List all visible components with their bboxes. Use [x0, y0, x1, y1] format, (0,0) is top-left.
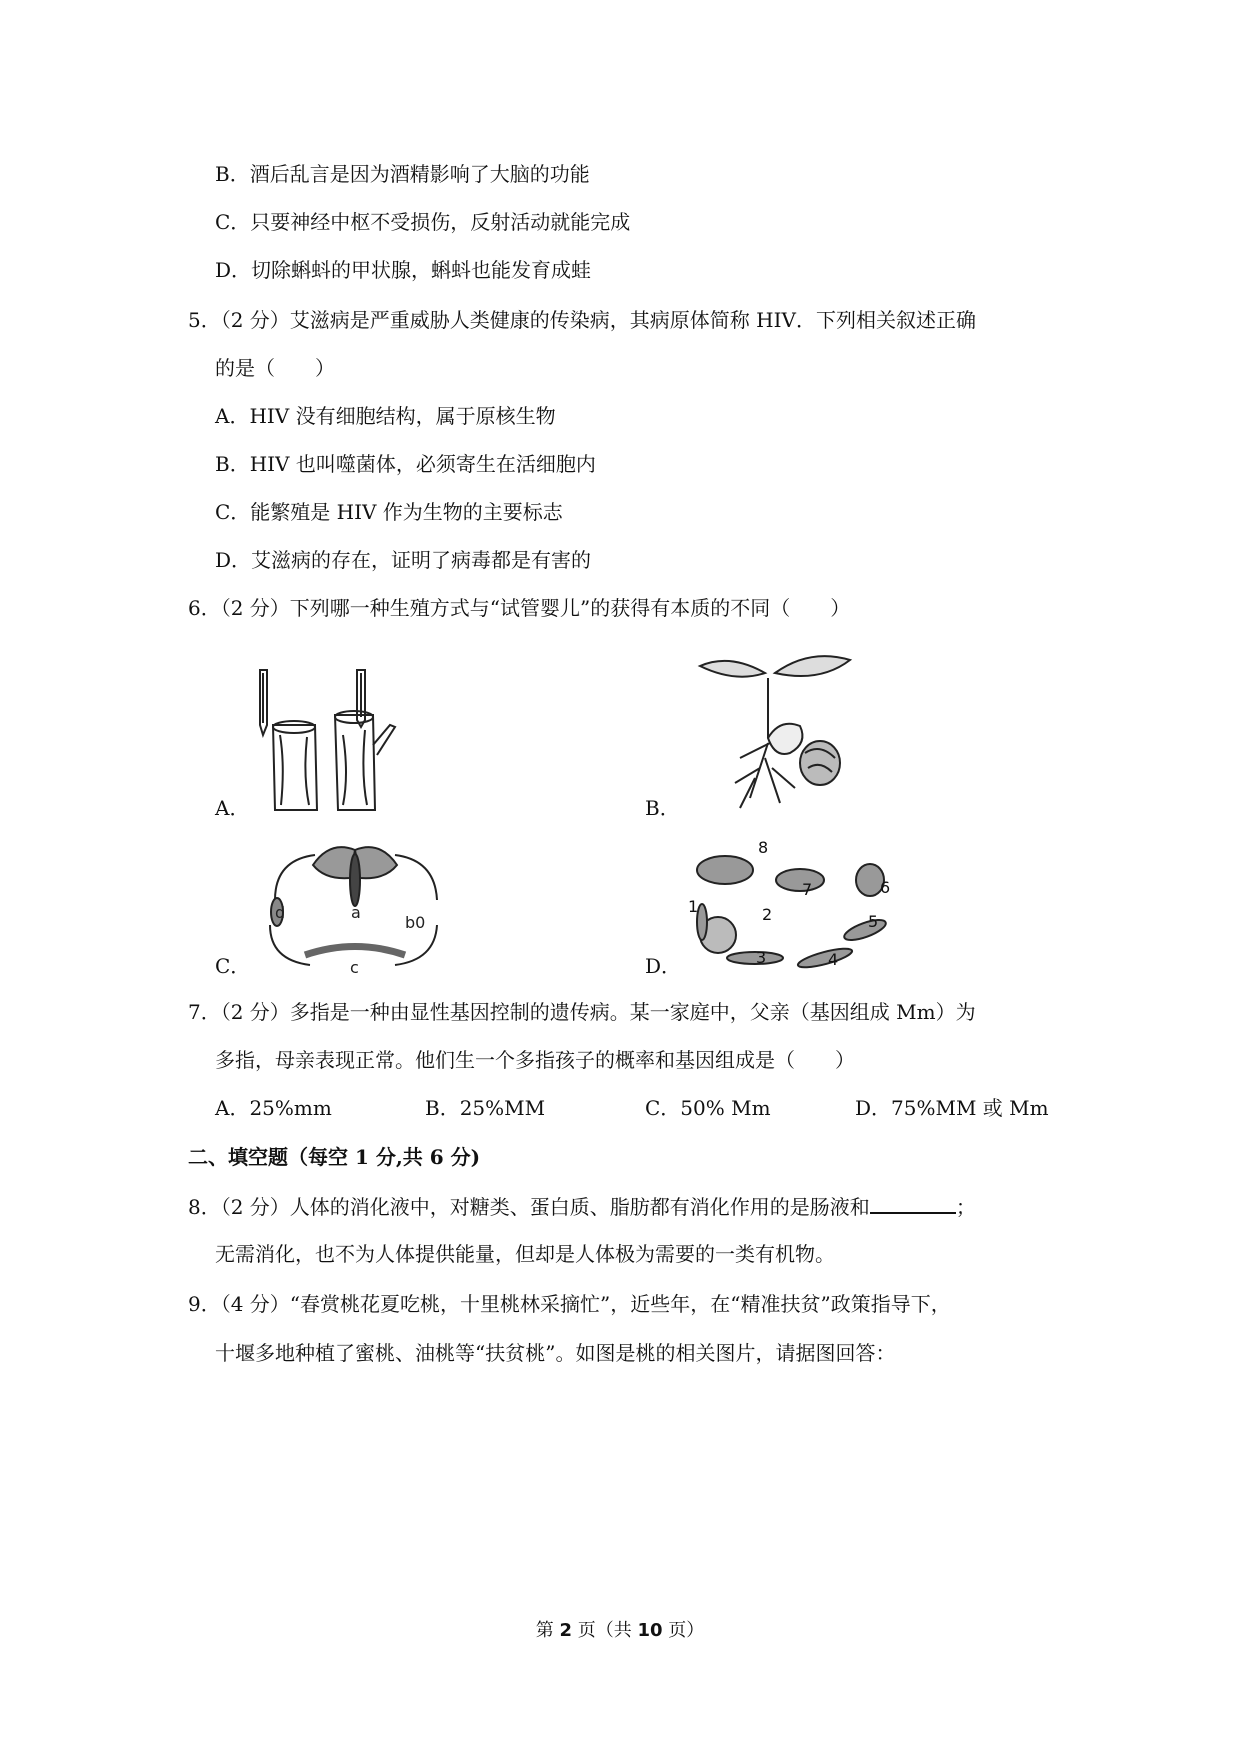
q7-option-a: A．25%mm: [215, 1096, 332, 1120]
q8-stem-line1-text: 8．（2 分）人体的消化液中，对糖类、蛋白质、脂肪都有消化作用的是肠液和: [188, 1195, 870, 1219]
lifecycle-label-d: d: [275, 903, 286, 922]
q5-stem-line2: 的是（ ）: [215, 356, 335, 380]
moth-lifecycle-illustration: [255, 840, 450, 975]
frog-stage-label-4: 4: [828, 950, 839, 969]
frog-stage-label-3: 3: [756, 948, 767, 967]
section-title: 二、填空题（每空 1 分,共 6 分): [188, 1145, 481, 1169]
q4-option-d: D．切除蝌蚪的甲状腺，蝌蚪也能发育成蛙: [215, 258, 592, 282]
q6-option-a-label: A．: [215, 796, 250, 820]
answer-blank[interactable]: [870, 1192, 956, 1214]
q4-option-c: C．只要神经中枢不受损伤，反射活动就能完成: [215, 210, 631, 234]
frog-lifecycle-illustration: [680, 840, 910, 975]
q7-option-c: C．50% Mm: [645, 1096, 771, 1120]
footer-page-number: 2: [559, 1620, 572, 1641]
q8-stem-line1-end: ；: [955, 1195, 976, 1219]
q8-stem-line2: 无需消化，也不为人体提供能量，但却是人体极为需要的一类有机物。: [215, 1242, 835, 1266]
frog-stage-label-6: 6: [880, 878, 891, 897]
frog-stage-label-1: 1: [688, 897, 699, 916]
lifecycle-label-a: a: [351, 903, 361, 922]
seedling-illustration: [680, 648, 860, 818]
frog-stage-label-8: 8: [758, 838, 769, 857]
grafting-illustration: [245, 665, 415, 815]
q5-option-b: B．HIV 也叫噬菌体，必须寄生在活细胞内: [215, 452, 596, 476]
q6-option-b-label: B．: [645, 796, 680, 820]
q5-option-c: C．能繁殖是 HIV 作为生物的主要标志: [215, 500, 563, 524]
q6-option-c-label: C．: [215, 954, 251, 978]
q5-stem-line1: 5．（2 分）艾滋病是严重威胁人类健康的传染病，其病原体简称 HIV．下列相关叙述正确: [188, 308, 976, 332]
q6-option-d-label: D．: [645, 954, 682, 978]
frog-stage-label-7: 7: [802, 880, 813, 899]
q7-option-d: D．75%MM 或 Mm: [855, 1096, 1049, 1120]
footer-total-pages: 10: [637, 1620, 663, 1641]
footer-suffix: 页）: [662, 1620, 705, 1641]
q7-stem-line1: 7．（2 分）多指是一种由显性基因控制的遗传病。某一家庭中，父亲（基因组成 Mm）为: [188, 1000, 976, 1024]
frog-stage-label-2: 2: [762, 905, 773, 924]
q5-option-d: D．艾滋病的存在，证明了病毒都是有害的: [215, 548, 592, 572]
q9-stem-line2: 十堰多地种植了蜜桃、油桃等“扶贫桃”。如图是桃的相关图片，请据图回答：: [215, 1341, 896, 1365]
frog-stage-label-5: 5: [868, 912, 879, 931]
q7-stem-line2: 多指，母亲表现正常。他们生一个多指孩子的概率和基因组成是（ ）: [215, 1048, 855, 1072]
lifecycle-label-c: c: [350, 958, 359, 975]
q7-option-b: B．25%MM: [425, 1096, 546, 1120]
lifecycle-label-b: b0: [405, 913, 426, 932]
footer-prefix: 第: [535, 1620, 560, 1641]
page-footer: [0, 1616, 1240, 1642]
q8-stem-line1: [188, 1192, 976, 1221]
q6-stem: 6．（2 分）下列哪一种生殖方式与“试管婴儿”的获得有本质的不同（ ）: [188, 596, 851, 620]
q9-stem-line1: 9．（4 分）“春赏桃花夏吃桃，十里桃林采摘忙”，近些年，在“精准扶贫”政策指导下，: [188, 1292, 951, 1316]
footer-middle: 页（共: [572, 1620, 638, 1641]
q4-option-b: B．酒后乱言是因为酒精影响了大脑的功能: [215, 162, 590, 186]
q5-option-a: A．HIV 没有细胞结构，属于原核生物: [215, 404, 556, 428]
